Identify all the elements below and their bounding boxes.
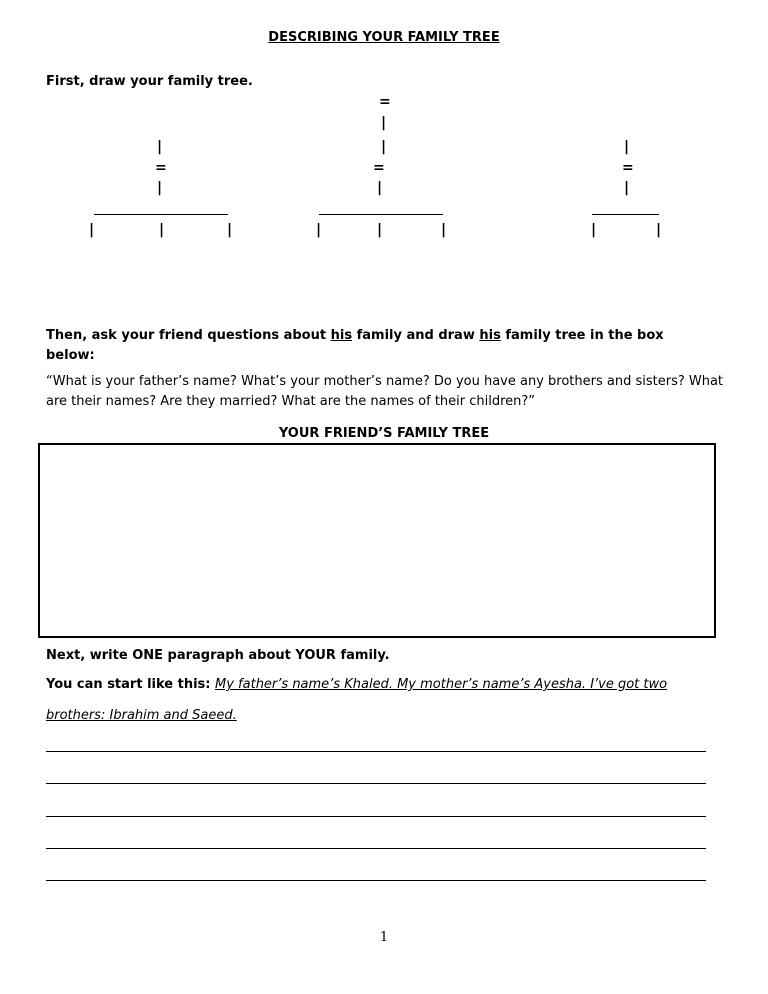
friend-tree-box-title: YOUR FRIEND’S FAMILY TREE	[278, 426, 490, 441]
sample-start	[46, 677, 667, 692]
tree-vertical-bar: |	[377, 222, 383, 238]
writing-line[interactable]	[46, 816, 706, 817]
sample-sentence-line1: My father’s name’s Khaled. My mother’s name’s Ayesha. I’ve got two	[215, 677, 668, 692]
sample-start-continued	[46, 708, 237, 723]
friend-tree-drawing-box[interactable]	[38, 443, 716, 638]
tree-vertical-bar: |	[316, 222, 322, 238]
instruction-draw-tree: First, draw your family tree.	[46, 74, 253, 89]
tree-equals-sign: =	[622, 160, 634, 176]
tree-equals-sign: =	[155, 160, 167, 176]
tree-vertical-bar: |	[227, 222, 233, 238]
tree-vertical-bar: |	[441, 222, 447, 238]
tree-vertical-bar: |	[624, 180, 630, 196]
instruction-text: family tree in the box below:	[46, 328, 664, 363]
sample-start-label: You can start like this:	[46, 677, 216, 692]
tree-sibling-line	[94, 214, 228, 215]
tree-vertical-bar: |	[377, 180, 383, 196]
writing-line[interactable]	[46, 880, 706, 881]
writing-line[interactable]	[46, 783, 706, 784]
instruction-text: Then, ask your friend questions about	[46, 328, 331, 343]
instruction-emphasis: his	[479, 328, 501, 343]
tree-vertical-bar: |	[591, 222, 597, 238]
page-number: 1	[379, 930, 389, 945]
tree-vertical-bar: |	[159, 222, 165, 238]
instruction-friend-tree	[46, 326, 706, 366]
tree-vertical-bar: |	[157, 180, 163, 196]
writing-line[interactable]	[46, 751, 706, 752]
writing-line[interactable]	[46, 848, 706, 849]
tree-vertical-bar: |	[624, 139, 630, 155]
instruction-emphasis: his	[330, 328, 353, 343]
tree-vertical-bar: |	[381, 115, 387, 131]
tree-sibling-line	[592, 214, 659, 215]
tree-vertical-bar: |	[381, 139, 387, 155]
tree-sibling-line	[319, 214, 443, 215]
tree-equals-sign: =	[379, 94, 391, 110]
sample-sentence-line2: brothers: Ibrahim and Saeed.	[46, 708, 237, 723]
worksheet-title: DESCRIBING YOUR FAMILY TREE	[268, 30, 500, 45]
tree-vertical-bar: |	[89, 222, 95, 238]
tree-vertical-bar: |	[157, 139, 163, 155]
sample-questions: “What is your father’s name? What’s your mother’s name? Do you have any brothers and sisters? What are their names? Are they married? What are the names of their children?”	[46, 374, 724, 409]
tree-equals-sign: =	[373, 160, 385, 176]
tree-vertical-bar: |	[656, 222, 662, 238]
instruction-write-paragraph: Next, write ONE paragraph about YOUR family.	[46, 648, 390, 663]
instruction-text: family and draw	[352, 328, 480, 343]
